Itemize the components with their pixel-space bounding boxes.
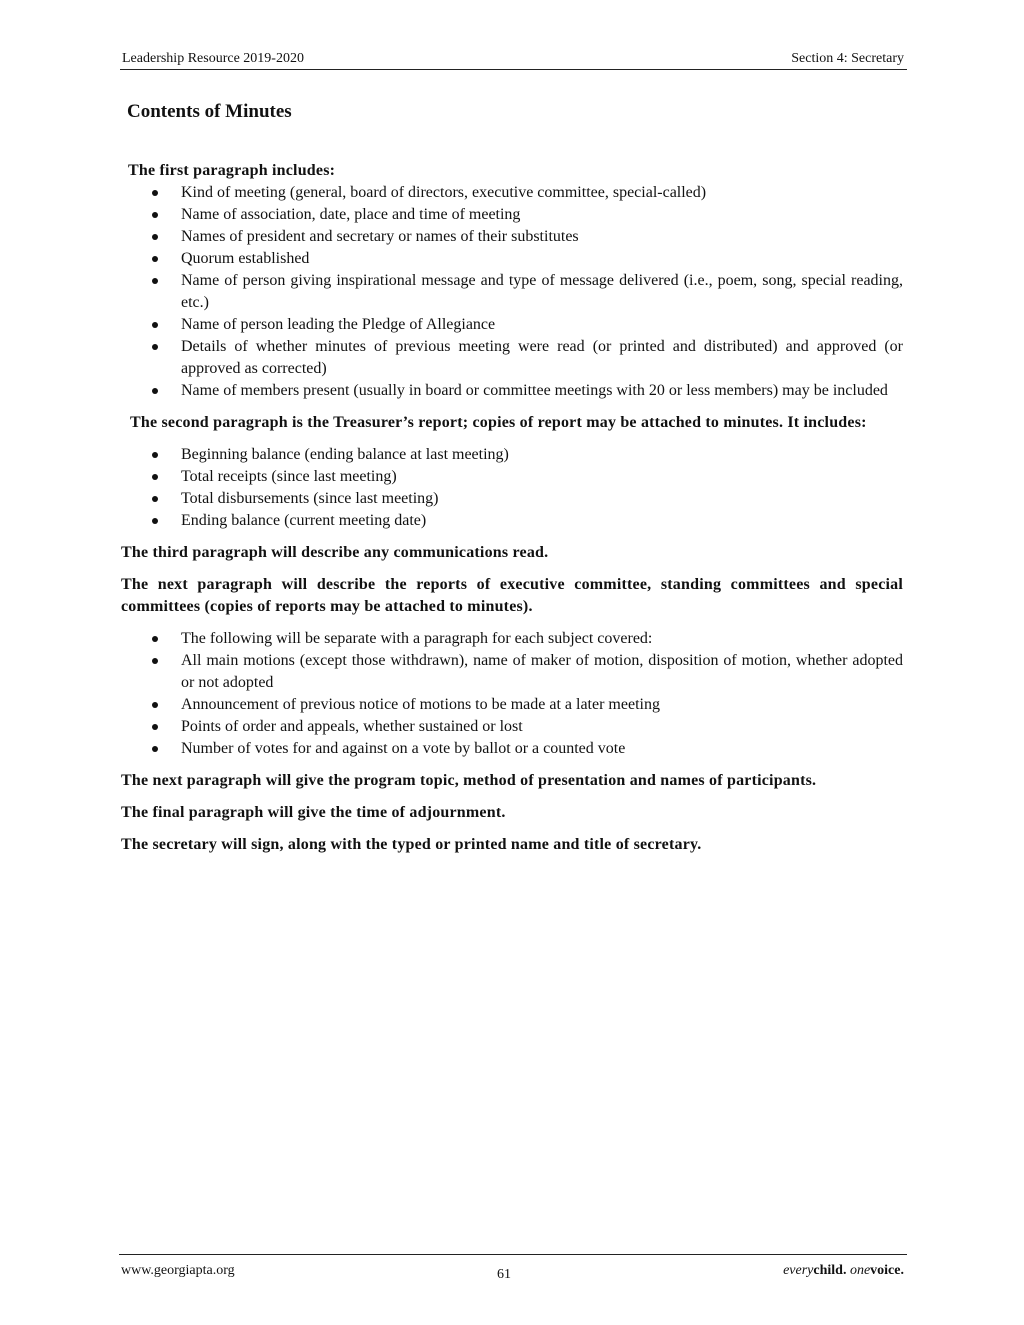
page-footer [119, 1254, 907, 1295]
list-item: Beginning balance (ending balance at last meeting) [181, 444, 903, 466]
list-item: Kind of meeting (general, board of directors, executive committee, special-called) [181, 182, 903, 204]
bullet-icon [152, 702, 158, 708]
third-paragraph-lead: The third paragraph will describe any communications read. [121, 544, 549, 561]
header-section-title: Section 4: Secretary [791, 51, 904, 66]
bullet-icon [152, 746, 158, 752]
bullet-icon [152, 212, 158, 218]
list-item: Ending balance (current meeting date) [181, 510, 903, 532]
list-item: Name of person giving inspirational message and type of message delivered (i.e., poem, song, special reading, etc.) [181, 270, 903, 314]
list-item: Announcement of previous notice of motions to be made at a later meeting [181, 694, 903, 716]
bullet-icon [152, 234, 158, 240]
first-paragraph-list [121, 182, 903, 402]
bullet-icon [152, 636, 158, 642]
bullet-icon [152, 658, 158, 664]
list-item: Total disbursements (since last meeting) [181, 488, 903, 510]
list-item: Names of president and secretary or names of their substitutes [181, 226, 903, 248]
bullet-icon [152, 344, 158, 350]
bullet-icon [152, 496, 158, 502]
second-paragraph-lead: The second paragraph is the Treasurer’s report; copies of report may be attached to minutes. It includes: [130, 414, 867, 431]
reports-paragraph-list [121, 628, 903, 760]
list-item: Points of order and appeals, whether sustained or lost [181, 716, 903, 738]
page-header [120, 50, 907, 70]
program-paragraph-lead: The next paragraph will give the program topic, method of presentation and names of participants. [121, 772, 817, 789]
bullet-icon [152, 724, 158, 730]
bullet-icon [152, 190, 158, 196]
footer-tagline: everychild. onevoice. [783, 1263, 904, 1278]
bullet-icon [152, 256, 158, 262]
second-paragraph-list [121, 444, 903, 532]
first-paragraph-lead: The first paragraph includes: [128, 162, 336, 179]
bullet-icon [152, 388, 158, 394]
list-item: Name of association, date, place and time of meeting [181, 204, 903, 226]
document-body [121, 160, 903, 856]
bullet-icon [152, 518, 158, 524]
list-item: Name of members present (usually in board or committee meetings with 20 or less members) may be included [181, 380, 903, 402]
list-item: The following will be separate with a paragraph for each subject covered: [181, 628, 903, 650]
page-number: 61 [497, 1267, 511, 1282]
bullet-icon [152, 278, 158, 284]
header-document-title: Leadership Resource 2019-2020 [122, 51, 304, 66]
final-paragraph-lead: The final paragraph will give the time of adjournment. [121, 804, 506, 821]
signature-paragraph-lead: The secretary will sign, along with the typed or printed name and title of secretary. [121, 836, 702, 853]
reports-paragraph-lead: The next paragraph will describe the reports of executive committee, standing committees and special committees (copies of reports may be attached to minutes). [121, 576, 903, 615]
list-item: Details of whether minutes of previous meeting were read (or printed and distributed) and approved (or approved as corrected) [181, 336, 903, 380]
footer-website-url: www.georgiapta.org [121, 1263, 235, 1278]
bullet-icon [152, 474, 158, 480]
list-item: Total receipts (since last meeting) [181, 466, 903, 488]
list-item: Number of votes for and against on a vote by ballot or a counted vote [181, 738, 903, 760]
page-title: Contents of Minutes [127, 101, 292, 122]
list-item: Quorum established [181, 248, 903, 270]
bullet-icon [152, 452, 158, 458]
bullet-icon [152, 322, 158, 328]
list-item: All main motions (except those withdrawn), name of maker of motion, disposition of motion, whether adopted or not adopted [181, 650, 903, 694]
list-item: Name of person leading the Pledge of Allegiance [181, 314, 903, 336]
